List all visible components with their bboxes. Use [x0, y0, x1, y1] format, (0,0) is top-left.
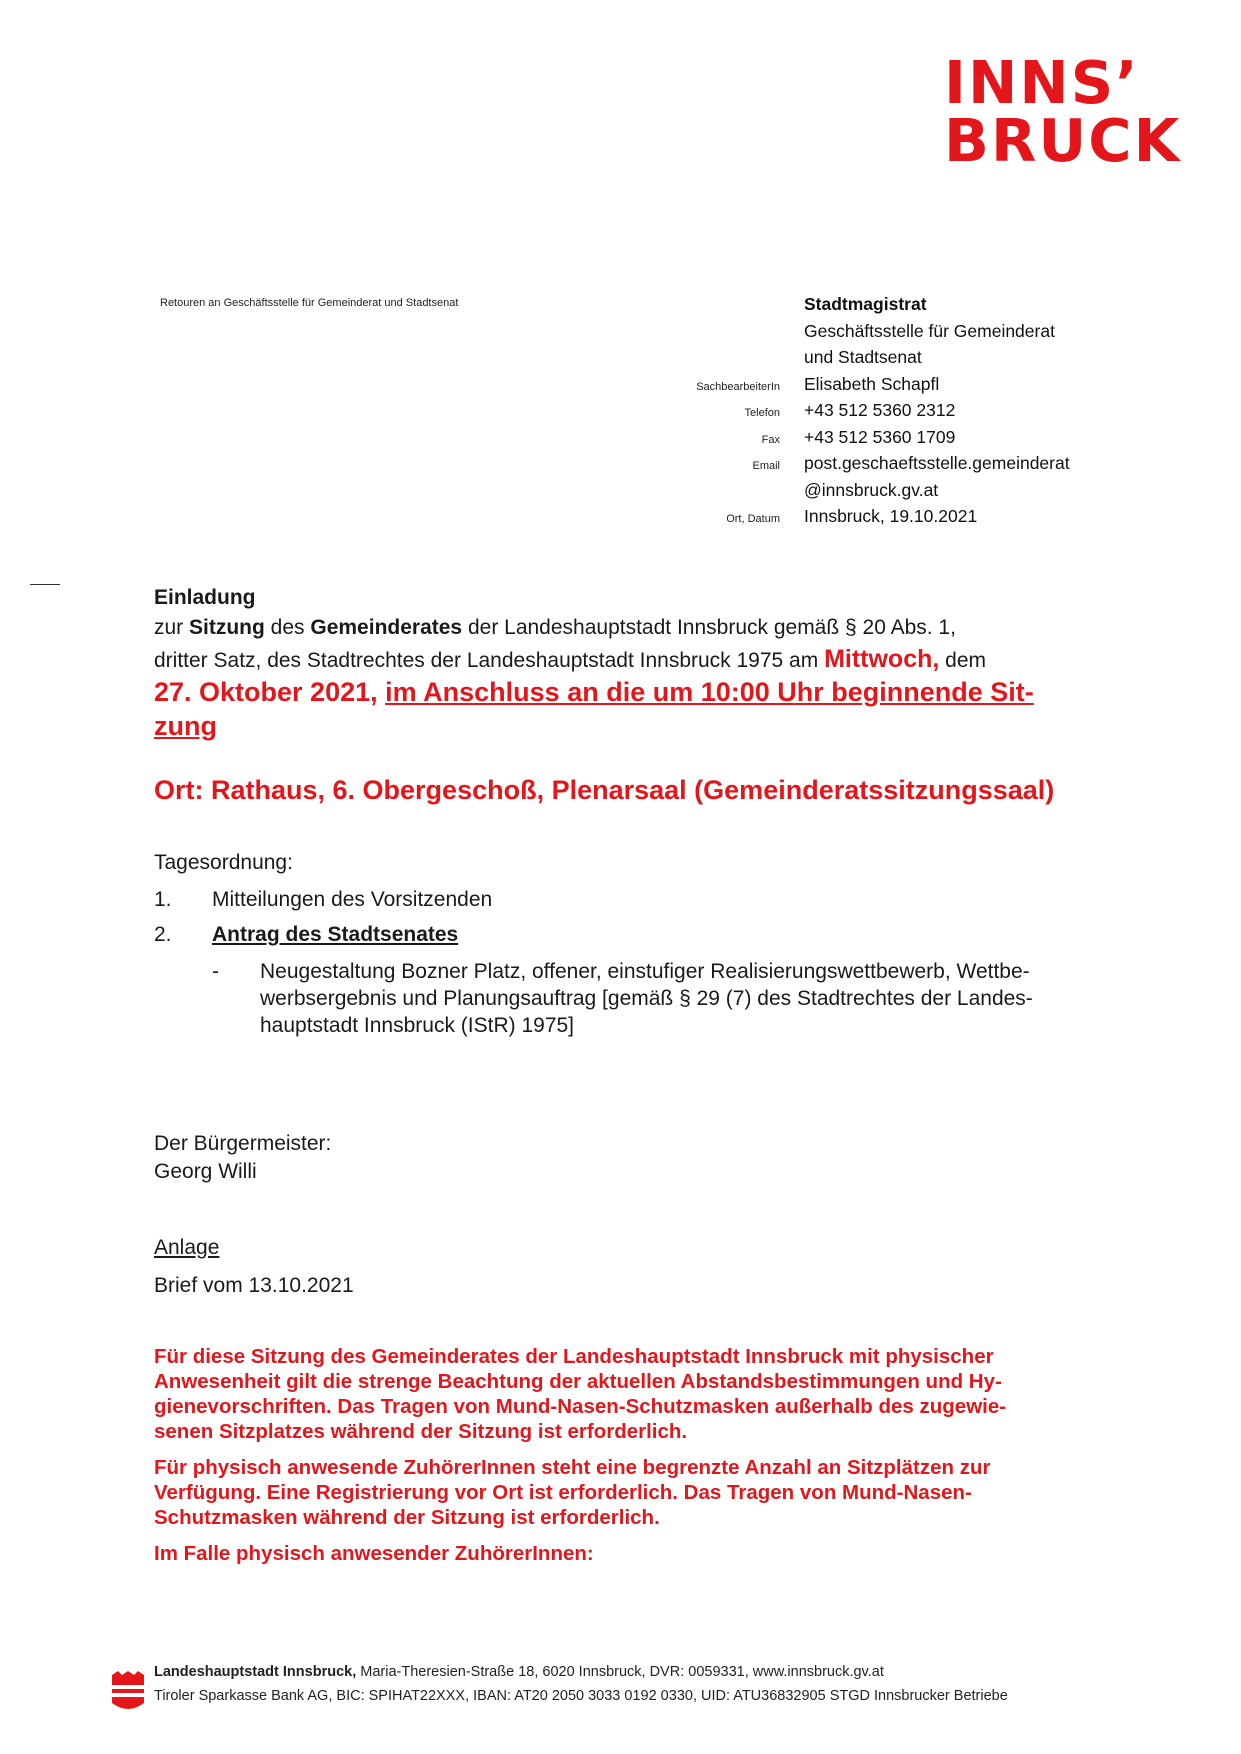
invitation-title — [154, 583, 256, 613]
agenda-item-1-num: 1. — [154, 888, 172, 911]
footer-org: Landeshauptstadt Innsbruck, — [154, 1664, 357, 1680]
notice-paragraph-2 — [154, 1455, 1140, 1530]
agenda-item-2-text: Antrag des Stadtsenates — [212, 923, 459, 946]
agenda-item-1-text: Mitteilungen des Vorsitzenden — [212, 888, 493, 911]
notice-2-line-3: Schutzmasken während der Sitzung ist erforderlich. — [154, 1506, 660, 1529]
invitation-time-cont — [154, 711, 217, 742]
inv-l1-sitzung: Sitzung — [189, 616, 265, 639]
sender-block — [640, 294, 1120, 533]
meeting-time-1: im Anschluss an die um 10:00 Uhr beginnende Sit- — [385, 677, 1034, 707]
agenda-title: Tagesordnung: — [154, 851, 293, 874]
logo-line-1: INNS’ — [944, 48, 1140, 117]
return-address: Retouren an Geschäftsstelle für Gemeinderat und Stadtsenat — [160, 297, 459, 309]
notice-2-line-1: Für physisch anwesende ZuhörerInnen steht eine begrenzte Anzahl an Sitzplätzen zur — [154, 1456, 991, 1479]
attachment-item: Brief vom 13.10.2021 — [154, 1274, 354, 1297]
invitation-line-2 — [154, 644, 986, 676]
signature-title: Der Bürgermeister: — [154, 1132, 332, 1155]
inv-l1-c: des — [264, 616, 311, 639]
agenda-item-1 — [154, 888, 492, 912]
notice-1-line-1: Für diese Sitzung des Gemeinderates der Landeshauptstadt Innsbruck mit physischer — [154, 1345, 994, 1368]
sender-department-1: Geschäftsstelle für Gemeinderat — [804, 320, 1055, 341]
agenda-item-2 — [154, 923, 458, 947]
inv-l2-a: dritter Satz, des Stadtrechtes der Landeshauptstadt Innsbruck 1975 am — [154, 649, 825, 672]
field-label-phone: Telefon — [744, 407, 780, 419]
notice-2-line-2: Verfügung. Eine Registrierung vor Ort ist erforderlich. Das Tragen von Mund-Nasen- — [154, 1481, 972, 1504]
field-value-clerk: Elisabeth Schapfl — [804, 373, 940, 394]
attachment-label — [154, 1233, 219, 1263]
subitem-line-2: werbsergebnis und Planungsauftrag [gemäß § 29 (7) des Stadtrechtes der Landes- — [260, 987, 1033, 1010]
invitation-title-text: Einladung — [154, 586, 256, 609]
logo-line-2: BRUCK — [944, 106, 1182, 175]
notice-paragraph-1 — [154, 1344, 1140, 1444]
invitation-date-line — [154, 677, 1034, 708]
field-label-email: Email — [752, 460, 780, 472]
footer-address — [154, 1664, 884, 1680]
field-value-fax: +43 512 5360 1709 — [804, 426, 956, 447]
invitation-line-1 — [154, 613, 956, 643]
notice-paragraph-3: Im Falle physisch anwesender ZuhörerInnen: — [154, 1542, 594, 1565]
inv-l2-c: dem — [939, 649, 987, 672]
meeting-location: Ort: Rathaus, 6. Obergeschoß, Plenarsaal (Gemeinderatssitzungssaal) — [154, 775, 1055, 805]
field-value-email-domain[interactable]: @innsbruck.gv.at — [804, 479, 939, 500]
field-label-clerk: SachbearbeiterIn — [696, 380, 780, 393]
notice-1-line-2: Anwesenheit gilt die strenge Beachtung der aktuellen Abstandsbestimmungen und Hy- — [154, 1370, 1002, 1393]
signature-name: Georg Willi — [154, 1160, 257, 1183]
footer-address-text: Maria-Theresien-Straße 18, 6020 Innsbruck, DVR: 0059331, www.innsbruck.gv.at — [356, 1664, 884, 1680]
meeting-date: 27. Oktober 2021, — [154, 677, 378, 707]
notice-1-line-3: gienevorschriften. Das Tragen von Mund-Nasen-Schutzmasken außerhalb des zugewie- — [154, 1395, 1007, 1418]
inv-l1-a: zur — [154, 616, 190, 639]
field-value-phone: +43 512 5360 2312 — [804, 400, 956, 420]
city-emblem-icon — [110, 1669, 146, 1713]
inv-weekday: Mittwoch, — [824, 645, 940, 673]
attachment-label-text: Anlage — [154, 1236, 220, 1259]
field-label-place-date: Ort, Datum — [726, 513, 780, 525]
field-label-fax: Fax — [761, 433, 780, 446]
subitem-dash: - — [212, 960, 219, 983]
meeting-time-2: zung — [154, 711, 217, 741]
inv-l1-gemeinderates: Gemeinderates — [310, 616, 463, 639]
field-value-email[interactable]: post.geschaeftsstelle.gemeinderat — [804, 453, 1070, 473]
sender-office: Stadtmagistrat — [804, 294, 927, 314]
inv-l1-e: der Landeshauptstadt Innsbruck gemäß § 20 Abs. 1, — [462, 616, 956, 639]
notice-1-line-4: senen Sitzplatzes während der Sitzung ist erforderlich. — [154, 1420, 688, 1443]
agenda-item-2-num: 2. — [154, 923, 172, 946]
agenda-subitem — [212, 958, 1140, 1039]
innsbruck-logo — [944, 48, 1184, 176]
field-value-place-date: Innsbruck, 19.10.2021 — [804, 506, 978, 526]
fold-mark — [30, 584, 60, 585]
subitem-line-1: Neugestaltung Bozner Platz, offener, einstufiger Realisierungswettbewerb, Wettbe- — [260, 960, 1030, 983]
subitem-line-3: hauptstadt Innsbruck (IStR) 1975] — [260, 1014, 575, 1037]
footer-bank: Tiroler Sparkasse Bank AG, BIC: SPIHAT22XXX, IBAN: AT20 2050 3033 0192 0330, UID: ATU36832905 STGD Innsbrucker Betriebe — [154, 1688, 1008, 1704]
sender-department-2: und Stadtsenat — [804, 347, 922, 367]
